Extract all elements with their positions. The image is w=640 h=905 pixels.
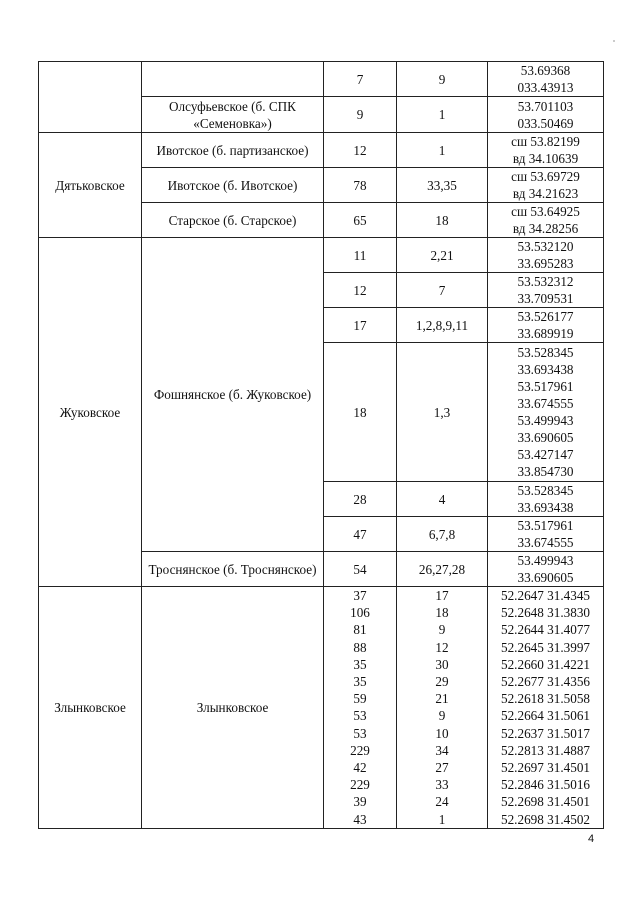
subdivision-list-cell: 17 18 9 12 30 29 21 9 10 34 27 33 24 1 xyxy=(397,587,488,829)
table-row xyxy=(39,133,604,168)
district-cell: Злынковское xyxy=(39,587,142,829)
quarter-cell: 7 xyxy=(324,62,397,97)
forestry-cell: Олсуфьевское (б. СПК «Семеновка») xyxy=(142,97,324,133)
subdivision-cell: 4 xyxy=(397,482,488,517)
subdivision-cell: 2,21 xyxy=(397,238,488,273)
quarter-cell: 28 xyxy=(324,482,397,517)
coordinates-cell: 53.499943 33.690605 xyxy=(488,552,604,587)
subdivision-cell: 33,35 xyxy=(397,168,488,203)
coordinates-cell: 53.528345 33.693438 53.517961 33.674555 53.499943 33.690605 53.427147 33.854730 xyxy=(488,343,604,482)
quarter-cell: 12 xyxy=(324,133,397,168)
forestry-cell: Старское (б. Старское) xyxy=(142,203,324,238)
quarter-cell: 18 xyxy=(324,343,397,482)
subdivision-cell: 26,27,28 xyxy=(397,552,488,587)
coordinates-cell: 53.517961 33.674555 xyxy=(488,517,604,552)
coordinates-cell: сш 53.69729 вд 34.21623 xyxy=(488,168,604,203)
coordinates-cell: 53.69368 033.43913 xyxy=(488,62,604,97)
coordinates-list-cell: 52.2647 31.4345 52.2648 31.3830 52.2644 31.4077 52.2645 31.3997 52.2660 31.4221 52.2677 31.4356 52.2618 31.5058 52.2664 31.5061 52.2637 31.5017 52.2813 31.4887 52.2697 31.4501 52.2846 31.5016 52.2698 31.4501 52.2698 31.4502 xyxy=(488,587,604,829)
subdivision-cell: 9 xyxy=(397,62,488,97)
coordinates-cell: 53.532312 33.709531 xyxy=(488,273,604,308)
table-row xyxy=(39,587,604,829)
page-number: 4 xyxy=(588,833,595,845)
district-cell xyxy=(39,62,142,133)
forestry-cell: Троснянское (б. Троснянское) xyxy=(142,552,324,587)
district-cell: Дятьковское xyxy=(39,133,142,238)
coordinates-cell: 53.528345 33.693438 xyxy=(488,482,604,517)
quarter-cell: 54 xyxy=(324,552,397,587)
quarter-cell: 11 xyxy=(324,238,397,273)
table-row xyxy=(39,238,604,273)
subdivision-cell: 1 xyxy=(397,133,488,168)
coordinates-cell: сш 53.64925 вд 34.28256 xyxy=(488,203,604,238)
subdivision-cell: 1,3 xyxy=(397,343,488,482)
quarter-cell: 65 xyxy=(324,203,397,238)
coordinates-cell: 53.532120 33.695283 xyxy=(488,238,604,273)
subdivision-cell: 18 xyxy=(397,203,488,238)
subdivision-cell: 1 xyxy=(397,97,488,133)
district-cell: Жуковское xyxy=(39,238,142,587)
quarter-cell: 17 xyxy=(324,308,397,343)
subdivision-cell: 6,7,8 xyxy=(397,517,488,552)
scan-speck xyxy=(613,40,615,42)
quarter-cell: 12 xyxy=(324,273,397,308)
quarter-cell: 9 xyxy=(324,97,397,133)
forestry-cell: Ивотское (б. партизанское) xyxy=(142,133,324,168)
table-row xyxy=(39,62,604,97)
subdivision-cell: 7 xyxy=(397,273,488,308)
coordinates-cell: 53.701103 033.50469 xyxy=(488,97,604,133)
quarter-cell: 78 xyxy=(324,168,397,203)
forestry-cell: Фошнянское (б. Жуковское) xyxy=(142,238,324,552)
forestry-table xyxy=(38,61,604,829)
forestry-cell: Злынковское xyxy=(142,587,324,829)
forestry-cell: Ивотское (б. Ивотское) xyxy=(142,168,324,203)
subdivision-cell: 1,2,8,9,11 xyxy=(397,308,488,343)
coordinates-cell: сш 53.82199 вд 34.10639 xyxy=(488,133,604,168)
quarter-list-cell: 37 106 81 88 35 35 59 53 53 229 42 229 39 43 xyxy=(324,587,397,829)
quarter-cell: 47 xyxy=(324,517,397,552)
forestry-cell xyxy=(142,62,324,97)
coordinates-cell: 53.526177 33.689919 xyxy=(488,308,604,343)
